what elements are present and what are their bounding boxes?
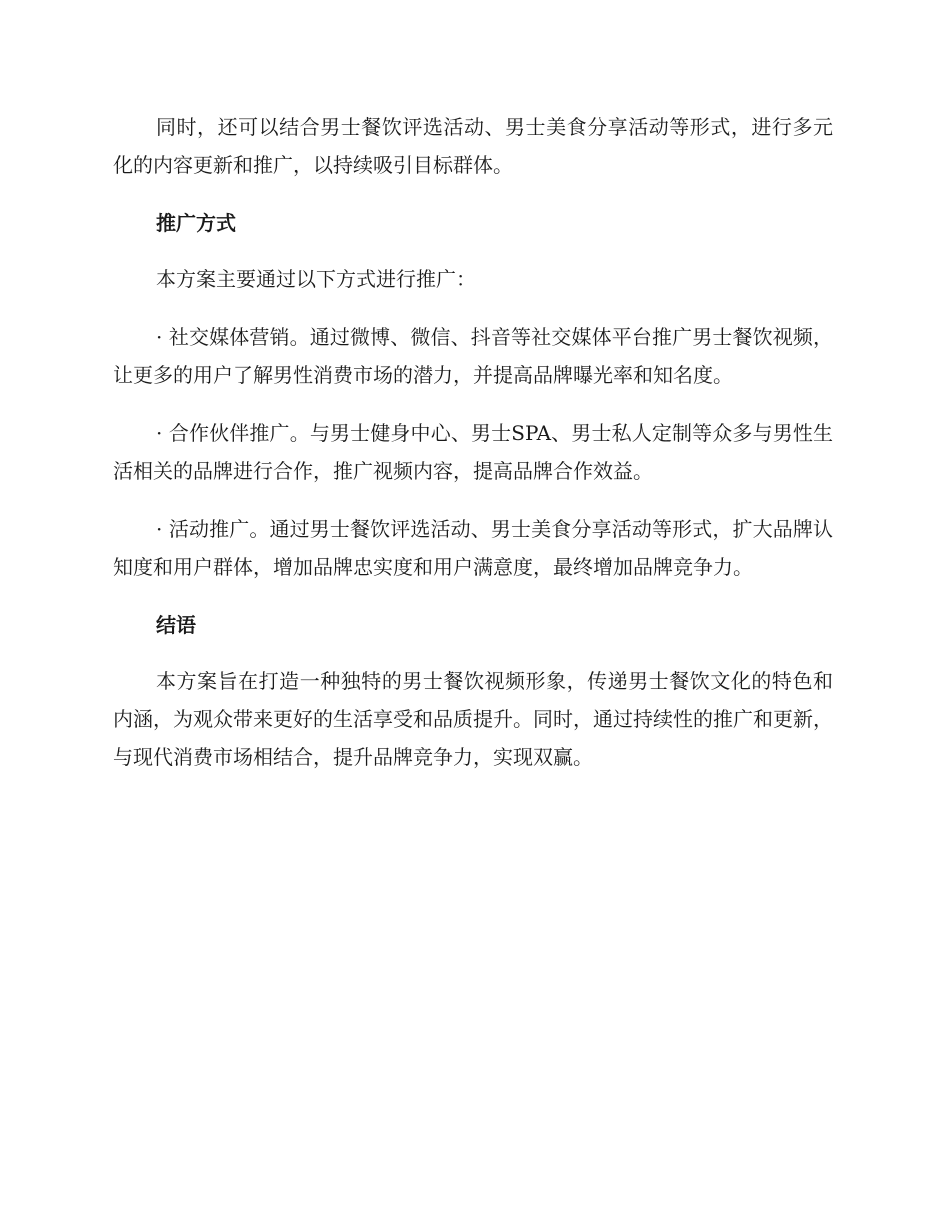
promotion-intro-paragraph: 本方案主要通过以下方式进行推广：	[156, 267, 476, 291]
conclusion-paragraph: 本方案旨在打造一种独特的男士餐饮视频形象，传递男士餐饮文化的特色和内涵，为观众带来更好的生活享受和品质提升。同时，通过持续性的推广和更新，与现代消费市场相结合，提升品牌竞争力，实现双赢。	[113, 669, 833, 769]
bullet-partners: · 合作伙伴推广。与男士健身中心、男士SPA、男士私人定制等众多与男性生活相关的品牌进行合作，推广视频内容，提高品牌合作效益。	[113, 421, 833, 483]
document-page	[113, 108, 833, 796]
bullet-social-media: · 社交媒体营销。通过微博、微信、抖音等社交媒体平台推广男士餐饮视频，让更多的用户了解男性消费市场的潜力，并提高品牌曝光率和知名度。	[113, 325, 833, 387]
section-heading-promotion: 推广方式	[156, 211, 236, 235]
bullet-events: · 活动推广。通过男士餐饮评选活动、男士美食分享活动等形式，扩大品牌认知度和用户群体，增加品牌忠实度和用户满意度，最终增加品牌竞争力。	[113, 517, 833, 579]
intro-paragraph: 同时，还可以结合男士餐饮评选活动、男士美食分享活动等形式，进行多元化的内容更新和推广，以持续吸引目标群体。	[113, 115, 833, 177]
section-heading-conclusion: 结语	[156, 613, 196, 637]
